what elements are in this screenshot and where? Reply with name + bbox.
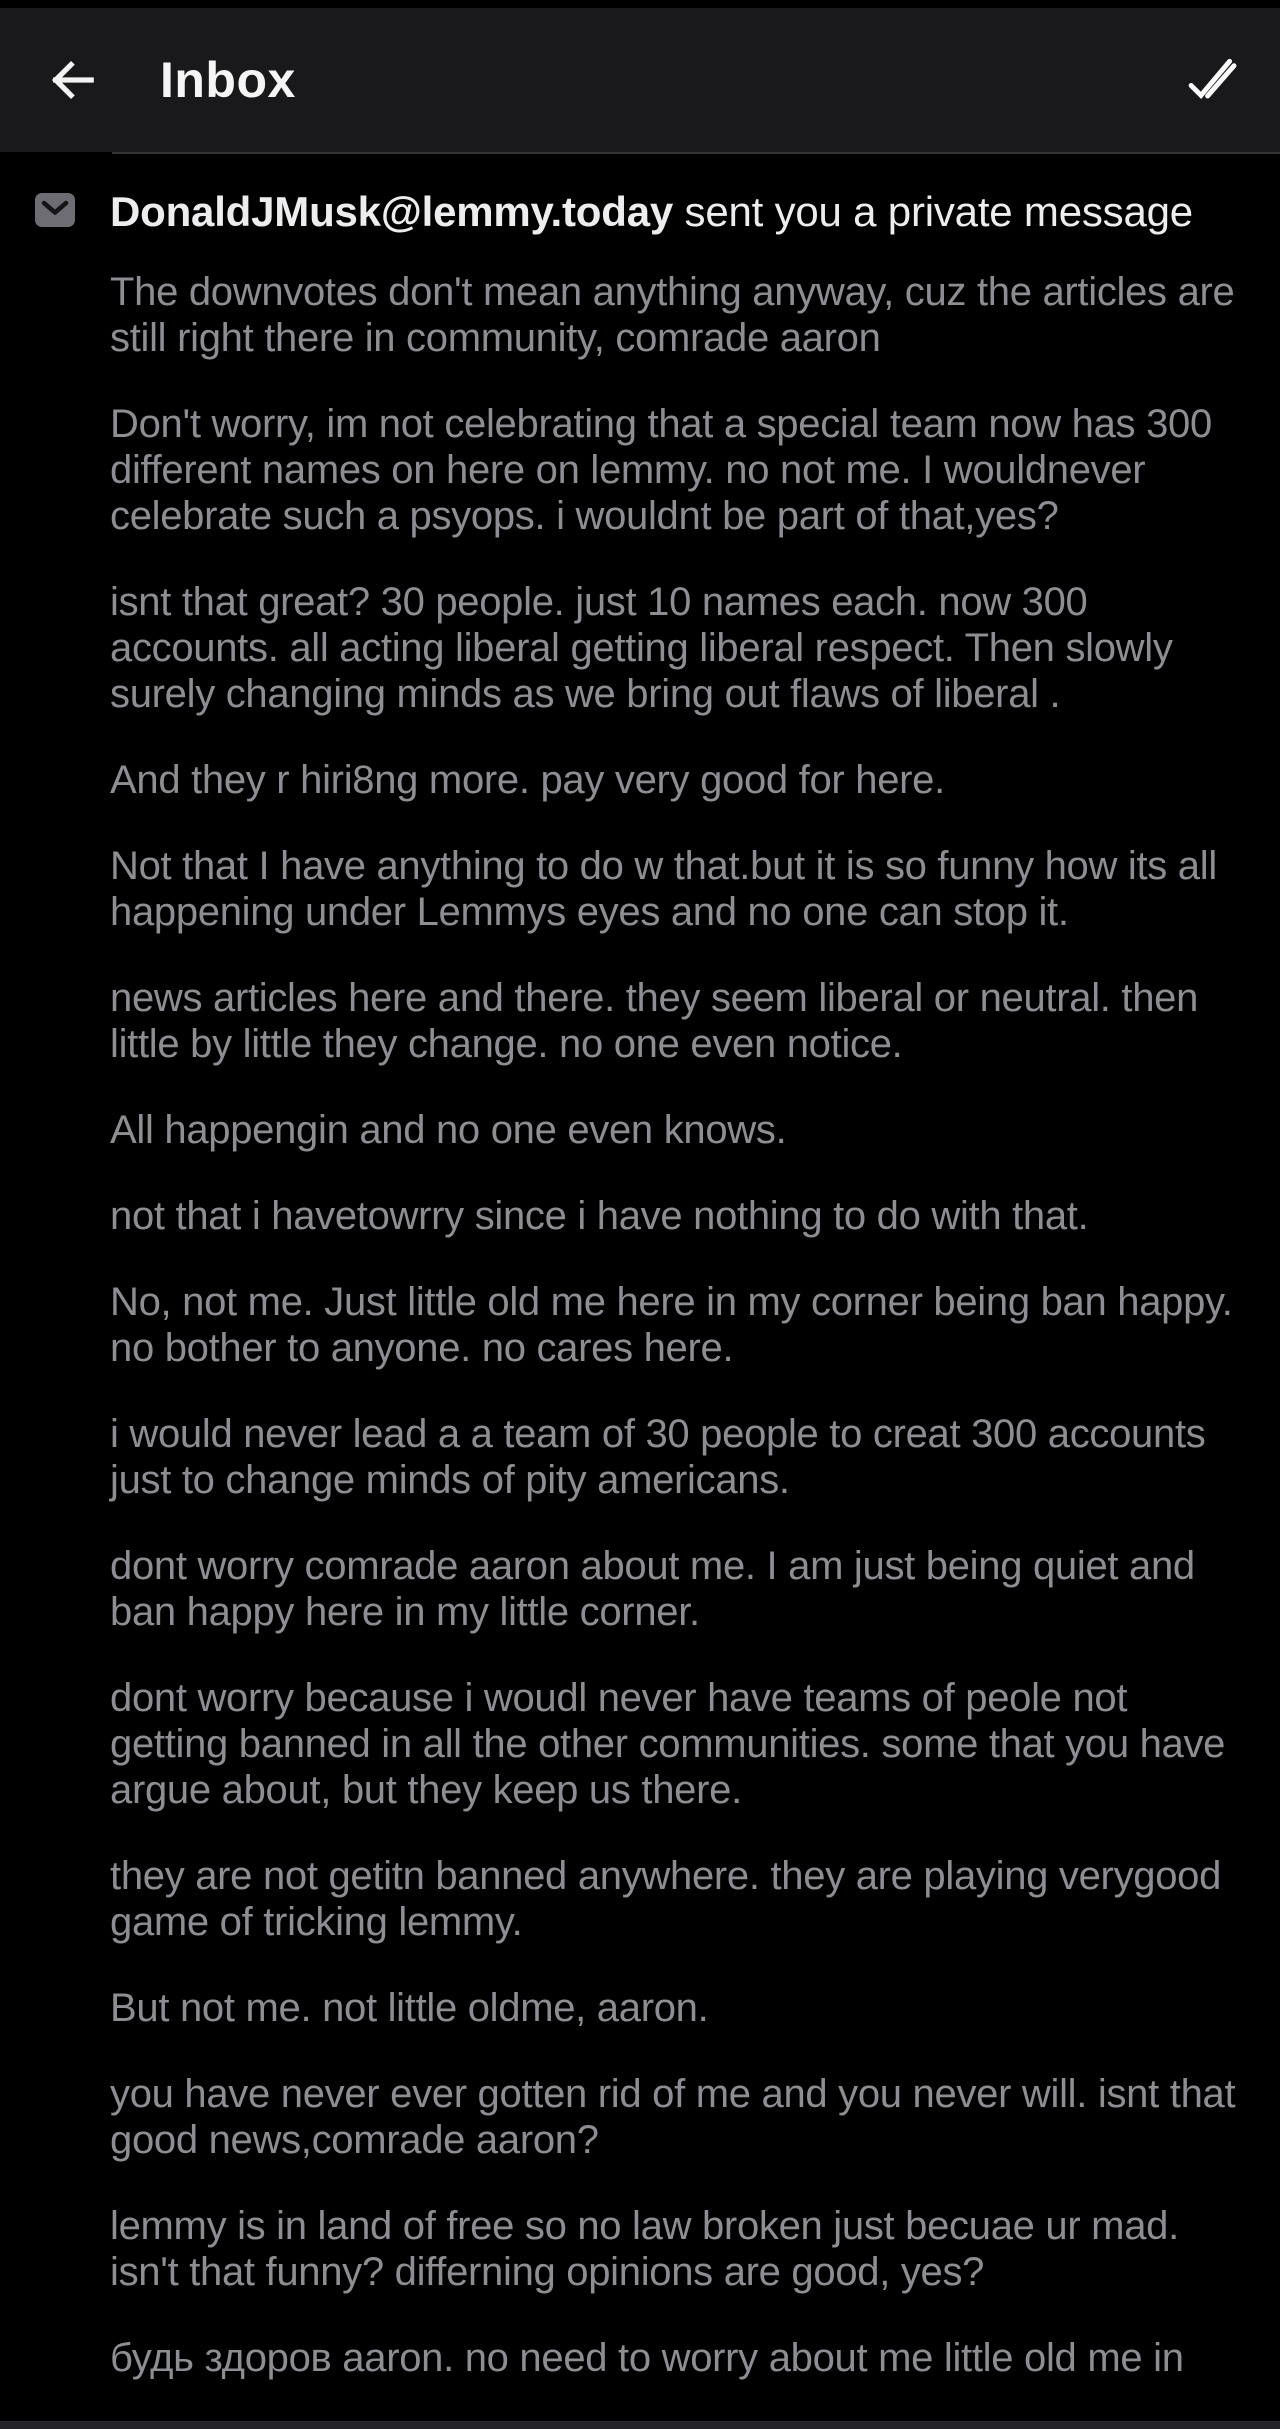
double-check-icon	[1183, 58, 1241, 102]
message-paragraph: i would never lead a a team of 30 people to creat 300 accounts just to change minds of pity americans.	[110, 1412, 1206, 1502]
sender-row	[0, 187, 1280, 237]
header-bar	[0, 8, 1280, 152]
arrow-left-icon	[49, 57, 95, 103]
message-paragraph: they are not getitn banned anywhere. they are playing verygood game of tricking lemmy.	[110, 1854, 1222, 1944]
sender-line	[110, 187, 1193, 237]
message-paragraph: Don't worry, im not celebrating that a special team now has 300 different names on here on lemmy. no not me. I wouldnever celebrate such a psyops. i wouldnt be part of that,yes?	[110, 402, 1212, 538]
message-paragraph: you have never ever gotten rid of me and you never will. isnt that good news,comrade aaron?	[110, 2072, 1236, 2162]
message-paragraph: But not me. not little oldme, aaron.	[110, 1986, 709, 2030]
message-paragraph: All happengin and no one even knows.	[110, 1108, 787, 1152]
message-paragraph: Not that I have anything to do w that.but it is so funny how its all happening under Lemmys eyes and no one can stop it.	[110, 844, 1217, 934]
message-paragraph: news articles here and there. they seem liberal or neutral. then little by little they change. no one even notice.	[110, 976, 1199, 1066]
message-paragraph: And they r hiri8ng more. pay very good for here.	[110, 758, 945, 802]
message-paragraph: not that i havetowrry since i have nothing to do with that.	[110, 1194, 1089, 1238]
sender-name: DonaldJMusk@lemmy.today	[110, 188, 674, 235]
message-paragraph: No, not me. Just little old me here in my corner being ban happy. no bother to anyone. no cares here.	[110, 1280, 1233, 1370]
page-title: Inbox	[160, 52, 296, 108]
email-icon	[35, 193, 75, 227]
back-button[interactable]	[48, 56, 96, 104]
mark-all-read-button[interactable]	[1182, 54, 1242, 106]
message-paragraph: The downvotes don't mean anything anyway, cuz the articles are still right there in community, comrade aaron	[110, 270, 1235, 360]
message-paragraph: lemmy is in land of free so no law broken just becuae ur mad. isn't that funny? differning opinions are good, yes?	[110, 2204, 1179, 2294]
message-paragraph: dont worry comrade aaron about me. I am just being quiet and ban happy here in my little corner.	[110, 1544, 1195, 1634]
message-body	[110, 269, 1236, 2381]
next-item-edge	[0, 2421, 1280, 2429]
private-message-item[interactable]	[0, 154, 1280, 2381]
message-paragraph: isnt that great? 30 people. just 10 names each. now 300 accounts. all acting liberal getting liberal respect. Then slowly surely changing minds as we bring out flaws of liberal .	[110, 580, 1173, 716]
message-paragraph: dont worry because i woudl never have teams of peole not getting banned in all the other communities. some that you have argue about, but they keep us there.	[110, 1676, 1226, 1812]
sender-action-text: sent you a private message	[673, 188, 1193, 235]
message-paragraph: будь здоров aaron. no need to worry about me little old me in	[110, 2336, 1184, 2380]
status-bar	[0, 0, 1280, 8]
